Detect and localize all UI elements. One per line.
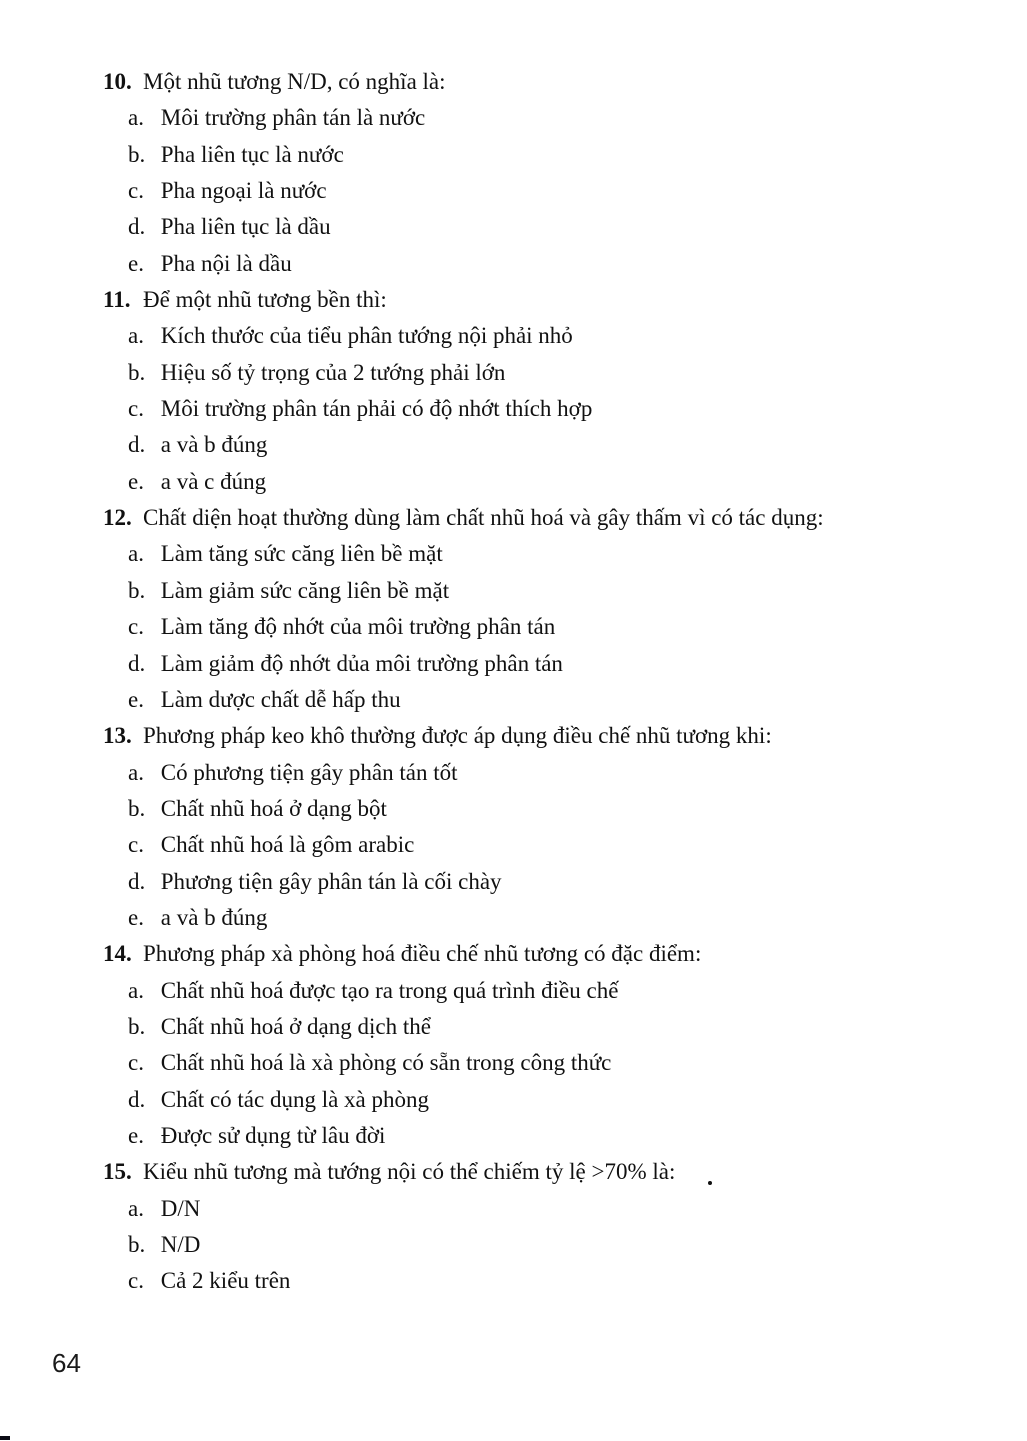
answer-option — [103, 391, 1027, 427]
question-header — [103, 500, 1027, 536]
question-number: 15. — [103, 1159, 132, 1185]
answer-option — [103, 900, 1027, 936]
option-text: Chất nhũ hoá ở dạng dịch thể — [160, 1013, 431, 1039]
answer-option — [103, 1118, 1027, 1154]
answer-option — [103, 755, 1027, 791]
option-letter: c. — [128, 1050, 144, 1076]
question-block — [103, 718, 1027, 936]
answer-option — [103, 864, 1027, 900]
answer-option — [103, 609, 1027, 645]
question-number: 10. — [103, 69, 132, 94]
question-list — [103, 64, 1027, 1300]
option-letter: b. — [128, 577, 146, 603]
question-number: 12. — [103, 505, 132, 531]
option-letter: d. — [128, 868, 146, 894]
option-letter: e. — [128, 250, 144, 276]
option-letter: b. — [128, 1013, 146, 1039]
question-header — [103, 936, 1027, 972]
question-header — [103, 282, 1027, 318]
option-letter: a. — [128, 977, 144, 1003]
option-letter: e. — [128, 468, 144, 494]
option-text: Chất có tác dụng là xà phòng — [160, 1086, 430, 1112]
stray-ink-dot — [708, 1181, 712, 1185]
option-letter: c. — [128, 396, 144, 422]
answer-option — [103, 682, 1027, 718]
option-text: a và b đúng — [160, 904, 268, 930]
option-text: Chất nhũ hoá ở dạng bột — [160, 795, 387, 821]
option-text: a và b đúng — [160, 432, 268, 458]
option-letter: a. — [128, 323, 144, 349]
option-text: D/N — [160, 1195, 201, 1221]
question-text: Phương pháp xà phòng hoá điều chế nhũ tương có đặc điểm: — [143, 941, 702, 967]
answer-option — [103, 1082, 1027, 1118]
question-header — [103, 1154, 1027, 1190]
option-text: Làm giảm sức căng liên bề mặt — [160, 577, 450, 603]
question-number: 13. — [103, 723, 132, 749]
option-list — [103, 318, 1027, 500]
answer-option — [103, 464, 1027, 500]
question-block — [103, 936, 1027, 1154]
scan-edge-artifact — [0, 1436, 10, 1440]
answer-option — [103, 246, 1027, 282]
answer-option — [103, 355, 1027, 391]
question-block — [103, 282, 1027, 500]
option-letter: c. — [128, 832, 144, 858]
option-list — [103, 536, 1027, 718]
option-text: Làm giảm độ nhớt dủa môi trường phân tán — [160, 650, 563, 676]
answer-option — [103, 1263, 1027, 1299]
option-text: Được sử dụng từ lâu đời — [160, 1122, 386, 1148]
question-header — [103, 718, 1027, 754]
option-text: Chất nhũ hoá được tạo ra trong quá trình điều chế — [160, 977, 619, 1003]
question-header — [103, 64, 1027, 100]
option-text: Làm dược chất dễ hấp thu — [160, 686, 401, 712]
option-list — [103, 100, 1027, 282]
answer-option — [103, 827, 1027, 863]
option-letter: d. — [128, 432, 146, 458]
question-block — [103, 64, 1027, 282]
answer-option — [103, 100, 1027, 136]
option-letter: a. — [128, 541, 144, 567]
option-letter: e. — [128, 904, 144, 930]
answer-option — [103, 973, 1027, 1009]
option-text: a và c đúng — [160, 468, 267, 494]
option-letter: d. — [128, 650, 146, 676]
option-letter: a. — [128, 1195, 144, 1221]
option-text: N/D — [160, 1232, 201, 1257]
question-text: Một nhũ tương N/D, có nghĩa là: — [143, 69, 446, 94]
option-letter: b. — [128, 1232, 146, 1257]
question-number: 11. — [103, 287, 131, 313]
option-text: Hiệu số tỷ trọng của 2 tướng phải lớn — [160, 359, 506, 385]
answer-option — [103, 1227, 1027, 1263]
option-text: Pha liên tục là nước — [160, 141, 344, 167]
option-list — [103, 973, 1027, 1155]
option-text: Pha ngoại là nước — [160, 178, 327, 204]
option-text: Pha nội là dầu — [160, 250, 292, 276]
question-block — [103, 1154, 1027, 1299]
option-text: Cả 2 kiểu trên — [160, 1268, 291, 1294]
option-letter: a. — [128, 759, 144, 785]
option-text: Chất nhũ hoá là gôm arabic — [160, 832, 415, 858]
question-text: Phương pháp keo khô thường được áp dụng điều chế nhũ tương khi: — [143, 723, 772, 749]
answer-option — [103, 318, 1027, 354]
option-text: Chất nhũ hoá là xà phòng có sẵn trong công thức — [160, 1050, 612, 1076]
answer-option — [103, 1009, 1027, 1045]
option-letter: c. — [128, 614, 144, 640]
option-text: Làm tăng sức căng liên bề mặt — [160, 541, 443, 567]
option-list — [103, 755, 1027, 937]
answer-option — [103, 427, 1027, 463]
answer-option — [103, 173, 1027, 209]
page-number: 64 — [52, 1348, 81, 1378]
answer-option — [103, 646, 1027, 682]
option-letter: d. — [128, 1086, 146, 1112]
option-letter: d. — [128, 214, 146, 240]
question-text: Để một nhũ tương bền thì: — [143, 287, 387, 313]
option-text: Môi trường phân tán là nước — [160, 105, 426, 131]
question-block — [103, 500, 1027, 718]
answer-option — [103, 1191, 1027, 1227]
answer-option — [103, 791, 1027, 827]
option-text: Môi trường phân tán phải có độ nhớt thích hợp — [160, 396, 593, 422]
option-letter: c. — [128, 178, 144, 204]
option-text: Có phương tiện gây phân tán tốt — [160, 759, 458, 785]
option-text: Phương tiện gây phân tán là cối chày — [160, 868, 502, 894]
option-letter: e. — [128, 686, 144, 712]
answer-option — [103, 573, 1027, 609]
option-text: Kích thước của tiểu phân tướng nội phải nhỏ — [160, 323, 573, 349]
option-text: Làm tăng độ nhớt của môi trường phân tán — [160, 614, 556, 640]
question-number: 14. — [103, 941, 132, 967]
option-letter: e. — [128, 1122, 144, 1148]
answer-option — [103, 1045, 1027, 1081]
answer-option — [103, 536, 1027, 572]
option-letter: c. — [128, 1268, 144, 1294]
question-text: Chất diện hoạt thường dùng làm chất nhũ hoá và gây thấm vì có tác dụng: — [143, 505, 824, 531]
option-letter: a. — [128, 105, 144, 131]
option-letter: b. — [128, 141, 146, 167]
option-list — [103, 1191, 1027, 1300]
option-letter: b. — [128, 359, 146, 385]
option-letter: b. — [128, 795, 146, 821]
answer-option — [103, 137, 1027, 173]
question-text: Kiểu nhũ tương mà tướng nội có thể chiếm tỷ lệ >70% là: — [143, 1159, 676, 1185]
option-text: Pha liên tục là dầu — [160, 214, 331, 240]
answer-option — [103, 209, 1027, 245]
